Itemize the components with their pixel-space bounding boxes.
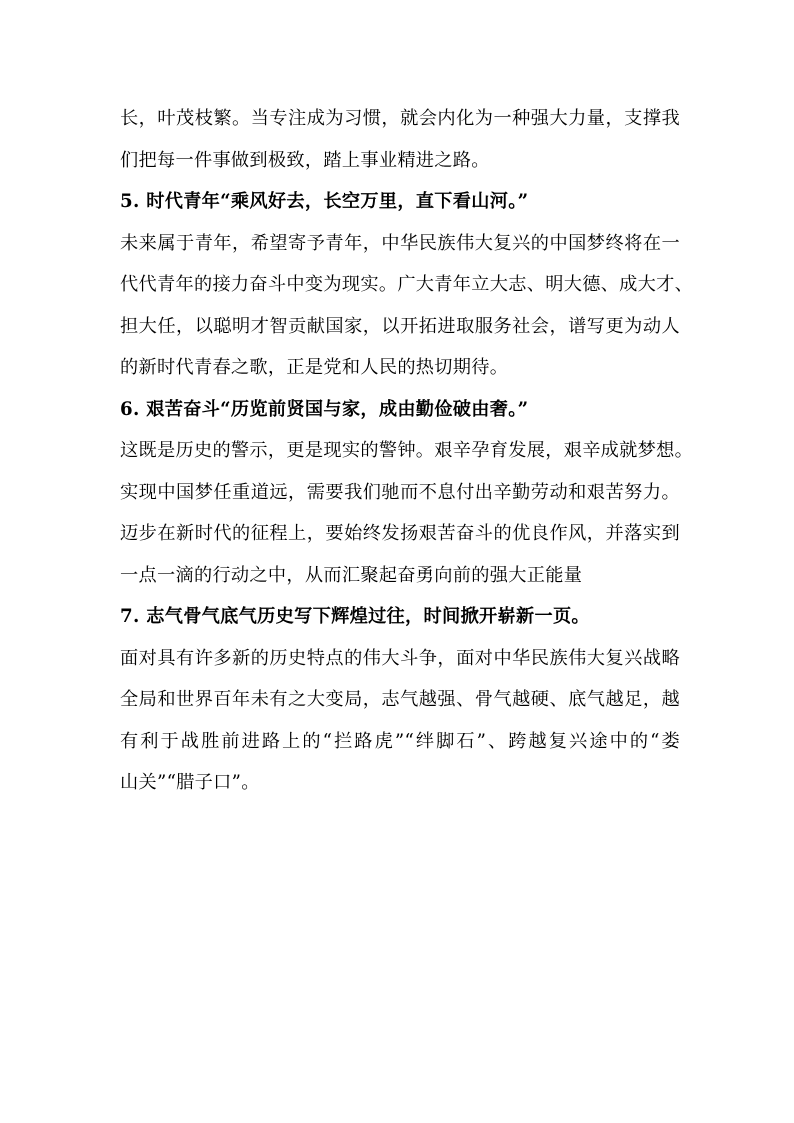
paragraph-line: 代代青年的接力奋斗中变为现实。广大青年立大志、明大德、成大才、 [120, 274, 694, 295]
paragraph-line: 实现中国梦任重道远，需要我们驰而不息付出辛勤劳动和艰苦努力。 [120, 481, 680, 503]
section-heading-5: 5. 时代青年“乘风好去，长空万里，直下看山河。” [120, 191, 529, 212]
paragraph-line: 山关”“腊子口”。 [120, 772, 260, 793]
paragraph-line: 这既是历史的警示，更是现实的警钟。艰辛孕育发展，艰辛成就梦想。 [120, 440, 694, 461]
paragraph-line: 长，叶茂枝繁。当专注成为习惯，就会内化为一种强大力量，支撑我 [120, 108, 680, 129]
section-heading-6: 6. 艰苦奋斗“历览前贤国与家，成由勤俭破由奢。” [120, 398, 529, 420]
paragraph-line: 面对具有许多新的历史特点的伟大斗争，面对中华民族伟大复兴战略 [120, 647, 680, 669]
paragraph-line: 们把每一件事做到极致，踏上事业精进之路。 [120, 149, 490, 171]
paragraph-line: 有利于战胜前进路上的“拦路虎”“绊脚石”、跨越复兴途中的“娄 [120, 730, 680, 752]
paragraph-line: 未来属于青年，希望寄予青年，中华民族伟大复兴的中国梦终将在一 [120, 232, 680, 254]
paragraph-line: 担大任，以聪明才智贡献国家，以开拓进取服务社会，谱写更为动人 [120, 315, 680, 337]
paragraph-line: 迈步在新时代的征程上，要始终发扬艰苦奋斗的优良作风，并落实到 [120, 523, 680, 544]
paragraph-line: 的新时代青春之歌，正是党和人民的热切期待。 [120, 357, 509, 378]
paragraph-line: 一点一滴的行动之中，从而汇聚起奋勇向前的强大正能量 [120, 564, 583, 586]
paragraph-line: 全局和世界百年未有之大变局，志气越强、骨气越硬、底气越足，越 [120, 689, 680, 710]
document-page [120, 98, 694, 804]
section-heading-7: 7. 志气骨气底气历史写下辉煌过往，时间掀开崭新一页。 [120, 606, 590, 627]
